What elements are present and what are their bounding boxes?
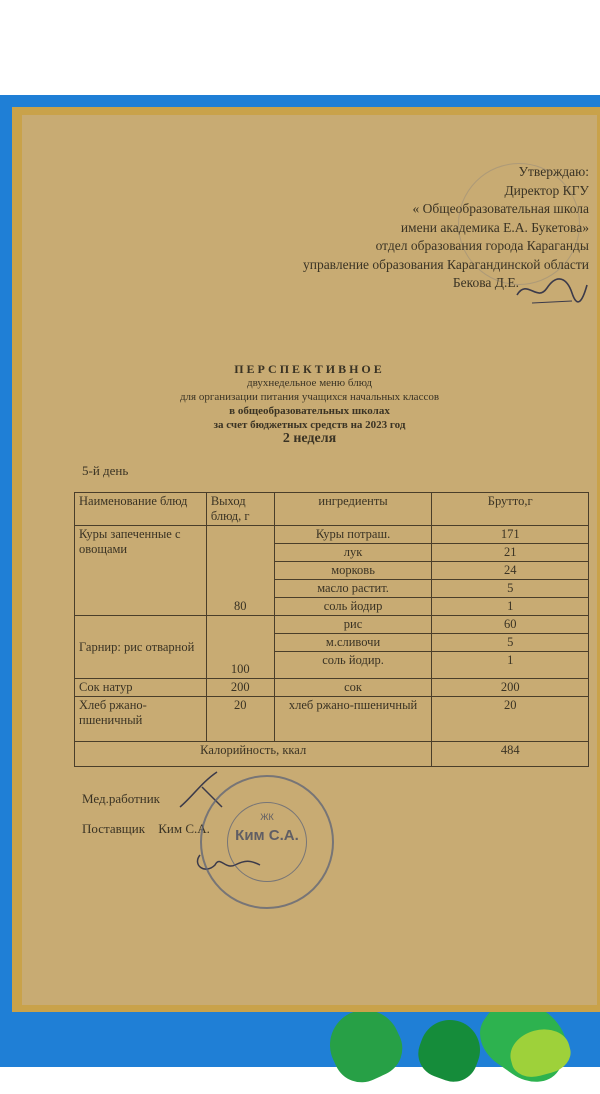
dish-output: 20 [206,697,274,742]
header-output: Выход блюд, г [206,493,274,526]
dish-name: Гарнир: рис отварной [75,616,207,679]
dish-output: 80 [206,526,274,616]
table-row [75,679,589,697]
ingredient-name: сок [274,679,432,697]
ingredient-name: лук [274,544,432,562]
document-frame [12,107,600,1012]
ingredient-name: рис [274,616,432,634]
ingredient-name: м.сливочи [274,634,432,652]
approval-line: имени академика Е.А. Букетова» [400,219,589,235]
calories-value: 484 [432,742,589,767]
dish-name: Сок натур [75,679,207,697]
title-line: для организации питания учащихся начальных классов [179,391,440,403]
dish-output: 200 [206,679,274,697]
ingredient-gross: 171 [432,526,589,544]
stamp-mark: ЖК [260,812,274,822]
supplier-name: Ким С.А. [158,821,210,836]
ingredient-name: соль йодир [274,598,432,616]
ingredient-name: соль йодир. [274,652,432,679]
stamp-text: Ким С.А. [235,827,299,844]
ingredient-gross: 21 [432,544,589,562]
table-row [75,697,589,742]
approval-line: Бекова Д.Е. [452,275,519,290]
ingredient-name: Куры потраш. [274,526,432,544]
day-label: 5-й день [82,463,129,478]
title-line: за счет бюджетных средств на 2023 год [213,419,406,431]
approval-line: Директор КГУ [504,182,589,198]
ingredient-name: масло растит. [274,580,432,598]
ingredient-name: морковь [274,562,432,580]
table-row [75,526,589,544]
dish-name: Хлеб ржано-пшеничный [75,697,207,742]
dish-output: 100 [206,616,274,679]
approval-line: отдел образования города Караганды [375,238,589,253]
title-main: ПЕРСПЕКТИВНОЕ [234,362,385,376]
supplier-stamp [200,775,334,909]
header-dish: Наименование блюд [75,493,207,526]
table-header-row [75,493,589,526]
approval-line: Утверждаю: [518,164,589,179]
document-title [22,362,597,446]
menu-document [22,115,597,1005]
ingredient-gross: 5 [432,580,589,598]
ingredient-gross: 1 [432,652,589,679]
director-signature [512,273,592,313]
ingredient-gross: 60 [432,616,589,634]
ingredient-gross: 20 [432,697,589,742]
supplier-label: Поставщик [82,821,146,836]
ingredient-gross: 200 [432,679,589,697]
ingredient-gross: 1 [432,598,589,616]
menu-table [74,492,589,767]
title-line: двухнедельное меню блюд [247,377,372,389]
header-gross: Брутто,г [432,493,589,526]
title-line: в общеобразовательных школах [229,405,390,417]
ingredient-name: хлеб ржано-пшеничный [274,697,432,742]
med-worker-label: Мед.работник [82,791,160,806]
approval-line: управление образования Карагандинской области [302,256,589,272]
ingredient-gross: 5 [432,634,589,652]
header-ingredients: ингредиенты [274,493,432,526]
calories-label: Калорийность, ккал [75,742,432,767]
table-row [75,616,589,634]
week-label: 2 неделя [282,431,337,446]
dish-name: Куры запеченные с овощами [75,526,207,616]
approval-line: « Общеобразовательная школа [412,201,589,216]
calories-row [75,742,589,767]
ingredient-gross: 24 [432,562,589,580]
